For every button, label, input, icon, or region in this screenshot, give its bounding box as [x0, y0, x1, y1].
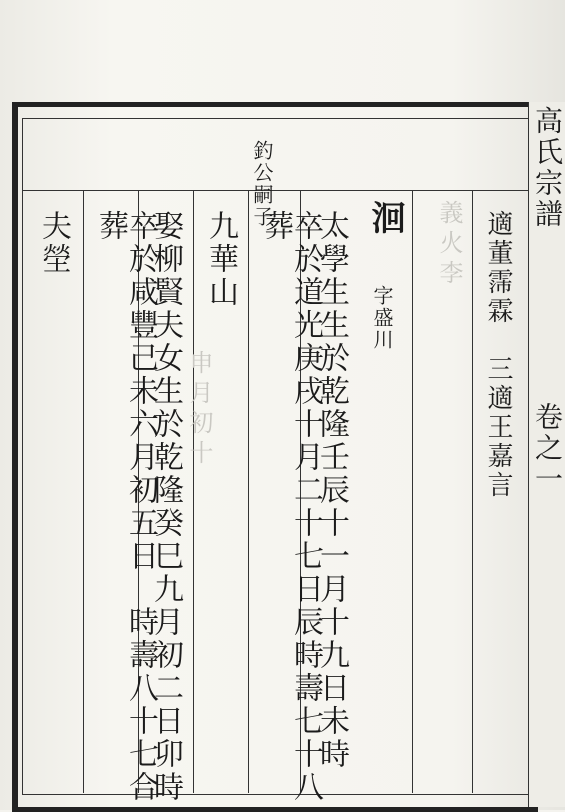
column-divider — [472, 190, 473, 793]
column-divider — [193, 190, 194, 793]
header-divider — [22, 190, 528, 191]
spine-volume: 卷之一 — [531, 402, 564, 495]
wife-record: 娶柳賢夫女生於乾隆癸巳九月初二日卯時 — [148, 210, 183, 804]
person-name: 洄 — [365, 200, 405, 237]
birth-record: 太學生生於乾隆壬辰十一月十九日未時 — [314, 210, 349, 771]
bleed-through: 義火李 — [435, 200, 463, 290]
column-divider — [412, 190, 413, 793]
joint-burial: 夫塋 — [36, 210, 71, 276]
column-divider — [248, 190, 249, 793]
wife-death-record: 卒於咸豐己未六月初五日 時壽八十七合葬 — [93, 210, 158, 804]
death-record: 卒於道光庚戌十月二十七日辰時壽七十八葬 — [258, 210, 323, 804]
spine-title: 高氏宗譜 — [531, 106, 564, 230]
book-spine — [528, 102, 565, 807]
bleed-through: 申月初十 — [185, 350, 213, 470]
daughter-marriages: 適董霈霖 三適王嘉言 — [483, 210, 513, 500]
style-name: 字盛川 — [370, 285, 394, 351]
burial-place: 九華山 — [203, 210, 238, 309]
lineage-header: 釣公嗣子 — [250, 140, 274, 228]
column-divider — [83, 190, 84, 793]
